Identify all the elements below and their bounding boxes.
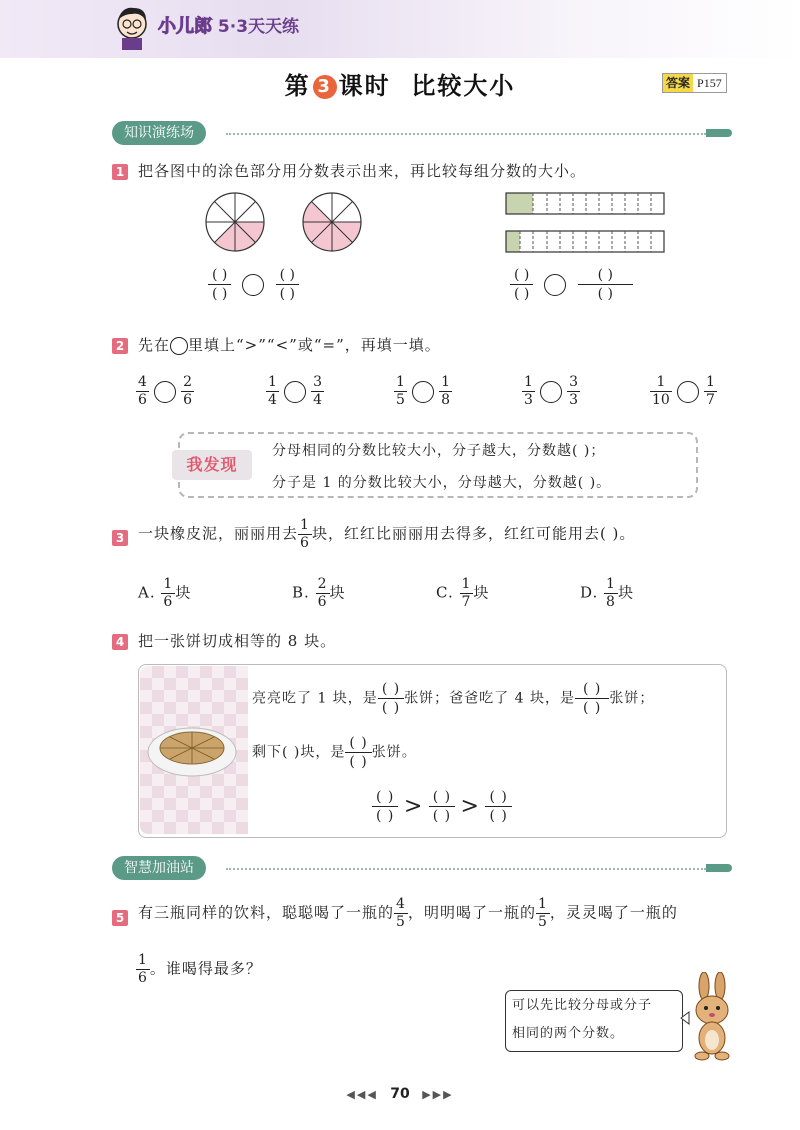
- page-footer: [0, 1086, 800, 1102]
- answer-reference: [662, 73, 727, 93]
- question-text: 先在 里填上“>”“<”或“=”，再填一填。: [138, 336, 441, 354]
- compare-circle[interactable]: [242, 274, 264, 296]
- q2-pair-3: $\frac{1}{5}$ $\frac{1}{8}$: [396, 374, 451, 408]
- question-number: 2: [112, 338, 128, 354]
- answer-label: 答案: [663, 74, 693, 92]
- question-text: 把一张饼切成相等的 8 块。: [138, 632, 337, 650]
- q4-order-line: $\frac{( )}{( )}$ > $\frac{( )}{( )}$ > $\frac{( )}{( )}$: [372, 788, 512, 825]
- q1-answer-left: [208, 266, 299, 303]
- pencil-icon: [706, 864, 732, 872]
- lesson-number-badge: 3: [313, 75, 337, 99]
- blank-fraction[interactable]: $\frac{( )}{( )}$: [208, 266, 231, 303]
- bar-diagram-bottom: [506, 231, 664, 252]
- circle-diagram-right: [303, 193, 361, 251]
- pancake-plate-icon: [146, 720, 238, 778]
- q3-option-b[interactable]: B. $\frac{2}{6}$ 块: [292, 576, 346, 610]
- q2-pair-2: $\frac{1}{4}$ $\frac{3}{4}$: [268, 374, 323, 408]
- brand-title: [158, 12, 299, 38]
- rabbit-mascot-icon: [680, 972, 740, 1062]
- compare-circle[interactable]: [412, 381, 434, 403]
- question-number: 5: [112, 910, 128, 926]
- hint-line-2: 相同的两个分数。: [512, 1026, 625, 1041]
- q1-circle-diagrams: [205, 190, 365, 255]
- blank-fraction[interactable]: $\frac{( )}{( )}$: [276, 266, 299, 303]
- circle-diagram-left: [206, 193, 264, 251]
- discover-line-1: 分母相同的分数比较大小，分子越大，分数越( )；: [272, 443, 606, 459]
- hint-line-1: 可以先比较分母或分子: [512, 998, 653, 1013]
- answer-page: P157: [697, 76, 722, 90]
- question-text-cont: $\frac{1}{6}$ 。谁喝得最多？: [138, 952, 262, 986]
- q3-option-d[interactable]: D. $\frac{1}{8}$ 块: [580, 576, 634, 610]
- compare-circle[interactable]: [154, 381, 176, 403]
- question-text: 把各图中的涂色部分用分数表示出来，再比较每组分数的大小。: [138, 162, 587, 180]
- section-divider: [226, 868, 706, 870]
- discover-line-2: 分子是 1 的分数比较大小，分母越大，分数越( )。: [272, 475, 612, 491]
- question-number: 1: [112, 164, 128, 180]
- blank-fraction[interactable]: $\frac{( )}{( )}$: [510, 266, 533, 303]
- section-tab-practice: 知识演练场: [112, 121, 206, 145]
- q2-pair-5: $\frac{1}{10}$ $\frac{1}{7}$: [652, 374, 715, 408]
- q4-line-1: 亮亮吃了 1 块，是 $\frac{( )}{( )}$ 张饼；爸爸吃了 4 块，是 $\frac{( )}{( )}$ 张饼；: [252, 681, 655, 716]
- section-divider: [226, 133, 706, 135]
- q3-option-a[interactable]: A. $\frac{1}{6}$ 块: [138, 576, 192, 610]
- brand-name: 小儿郎: [158, 16, 212, 37]
- q2-pair-1: $\frac{4}{6}$ $\frac{2}{6}$: [138, 374, 193, 408]
- question-text: 有三瓶同样的饮料，聪聪喝了一瓶的 $\frac{4}{5}$ ，明明喝了一瓶的 $\frac{1}{5}$ ，灵灵喝了一瓶的: [138, 896, 678, 930]
- q1-answer-right: [510, 266, 633, 303]
- compare-circle[interactable]: [540, 381, 562, 403]
- q1-bar-diagrams: [505, 192, 667, 254]
- question-text: 一块橡皮泥，丽丽用去 $\frac{1}{6}$ 块，红红比丽丽用去得多，红红可能用去( )。: [138, 517, 636, 551]
- section-tab-challenge: 智慧加油站: [112, 856, 206, 880]
- discover-badge: 我发现: [172, 450, 252, 480]
- boy-mascot-icon: [112, 4, 152, 50]
- compare-circle[interactable]: [544, 274, 566, 296]
- q2-pair-4: $\frac{1}{3}$ $\frac{3}{3}$: [524, 374, 579, 408]
- compare-circle[interactable]: [677, 381, 699, 403]
- lesson-prefix: 第: [284, 72, 311, 100]
- q4-line-2: 剩下( )块，是 $\frac{( )}{( )}$ 张饼。: [252, 735, 417, 770]
- pencil-icon: [706, 129, 732, 137]
- series-name: 5·3天天练: [217, 17, 300, 37]
- prev-arrows-icon: ◀◀◀: [346, 1088, 378, 1101]
- lesson-name: 比较大小: [411, 72, 516, 100]
- bar-diagram-top: [506, 193, 664, 214]
- circle-symbol-icon: [170, 337, 188, 355]
- q3-option-c[interactable]: C. $\frac{1}{7}$ 块: [436, 576, 490, 610]
- question-number: 4: [112, 634, 128, 650]
- next-arrows-icon: ▶▶▶: [422, 1088, 454, 1101]
- question-number: 3: [112, 530, 128, 546]
- blank-fraction[interactable]: $\frac{( )}{( )}$: [578, 266, 633, 303]
- lesson-suffix: 课时: [338, 72, 391, 100]
- compare-circle[interactable]: [284, 381, 306, 403]
- page-number: 70: [390, 1086, 410, 1102]
